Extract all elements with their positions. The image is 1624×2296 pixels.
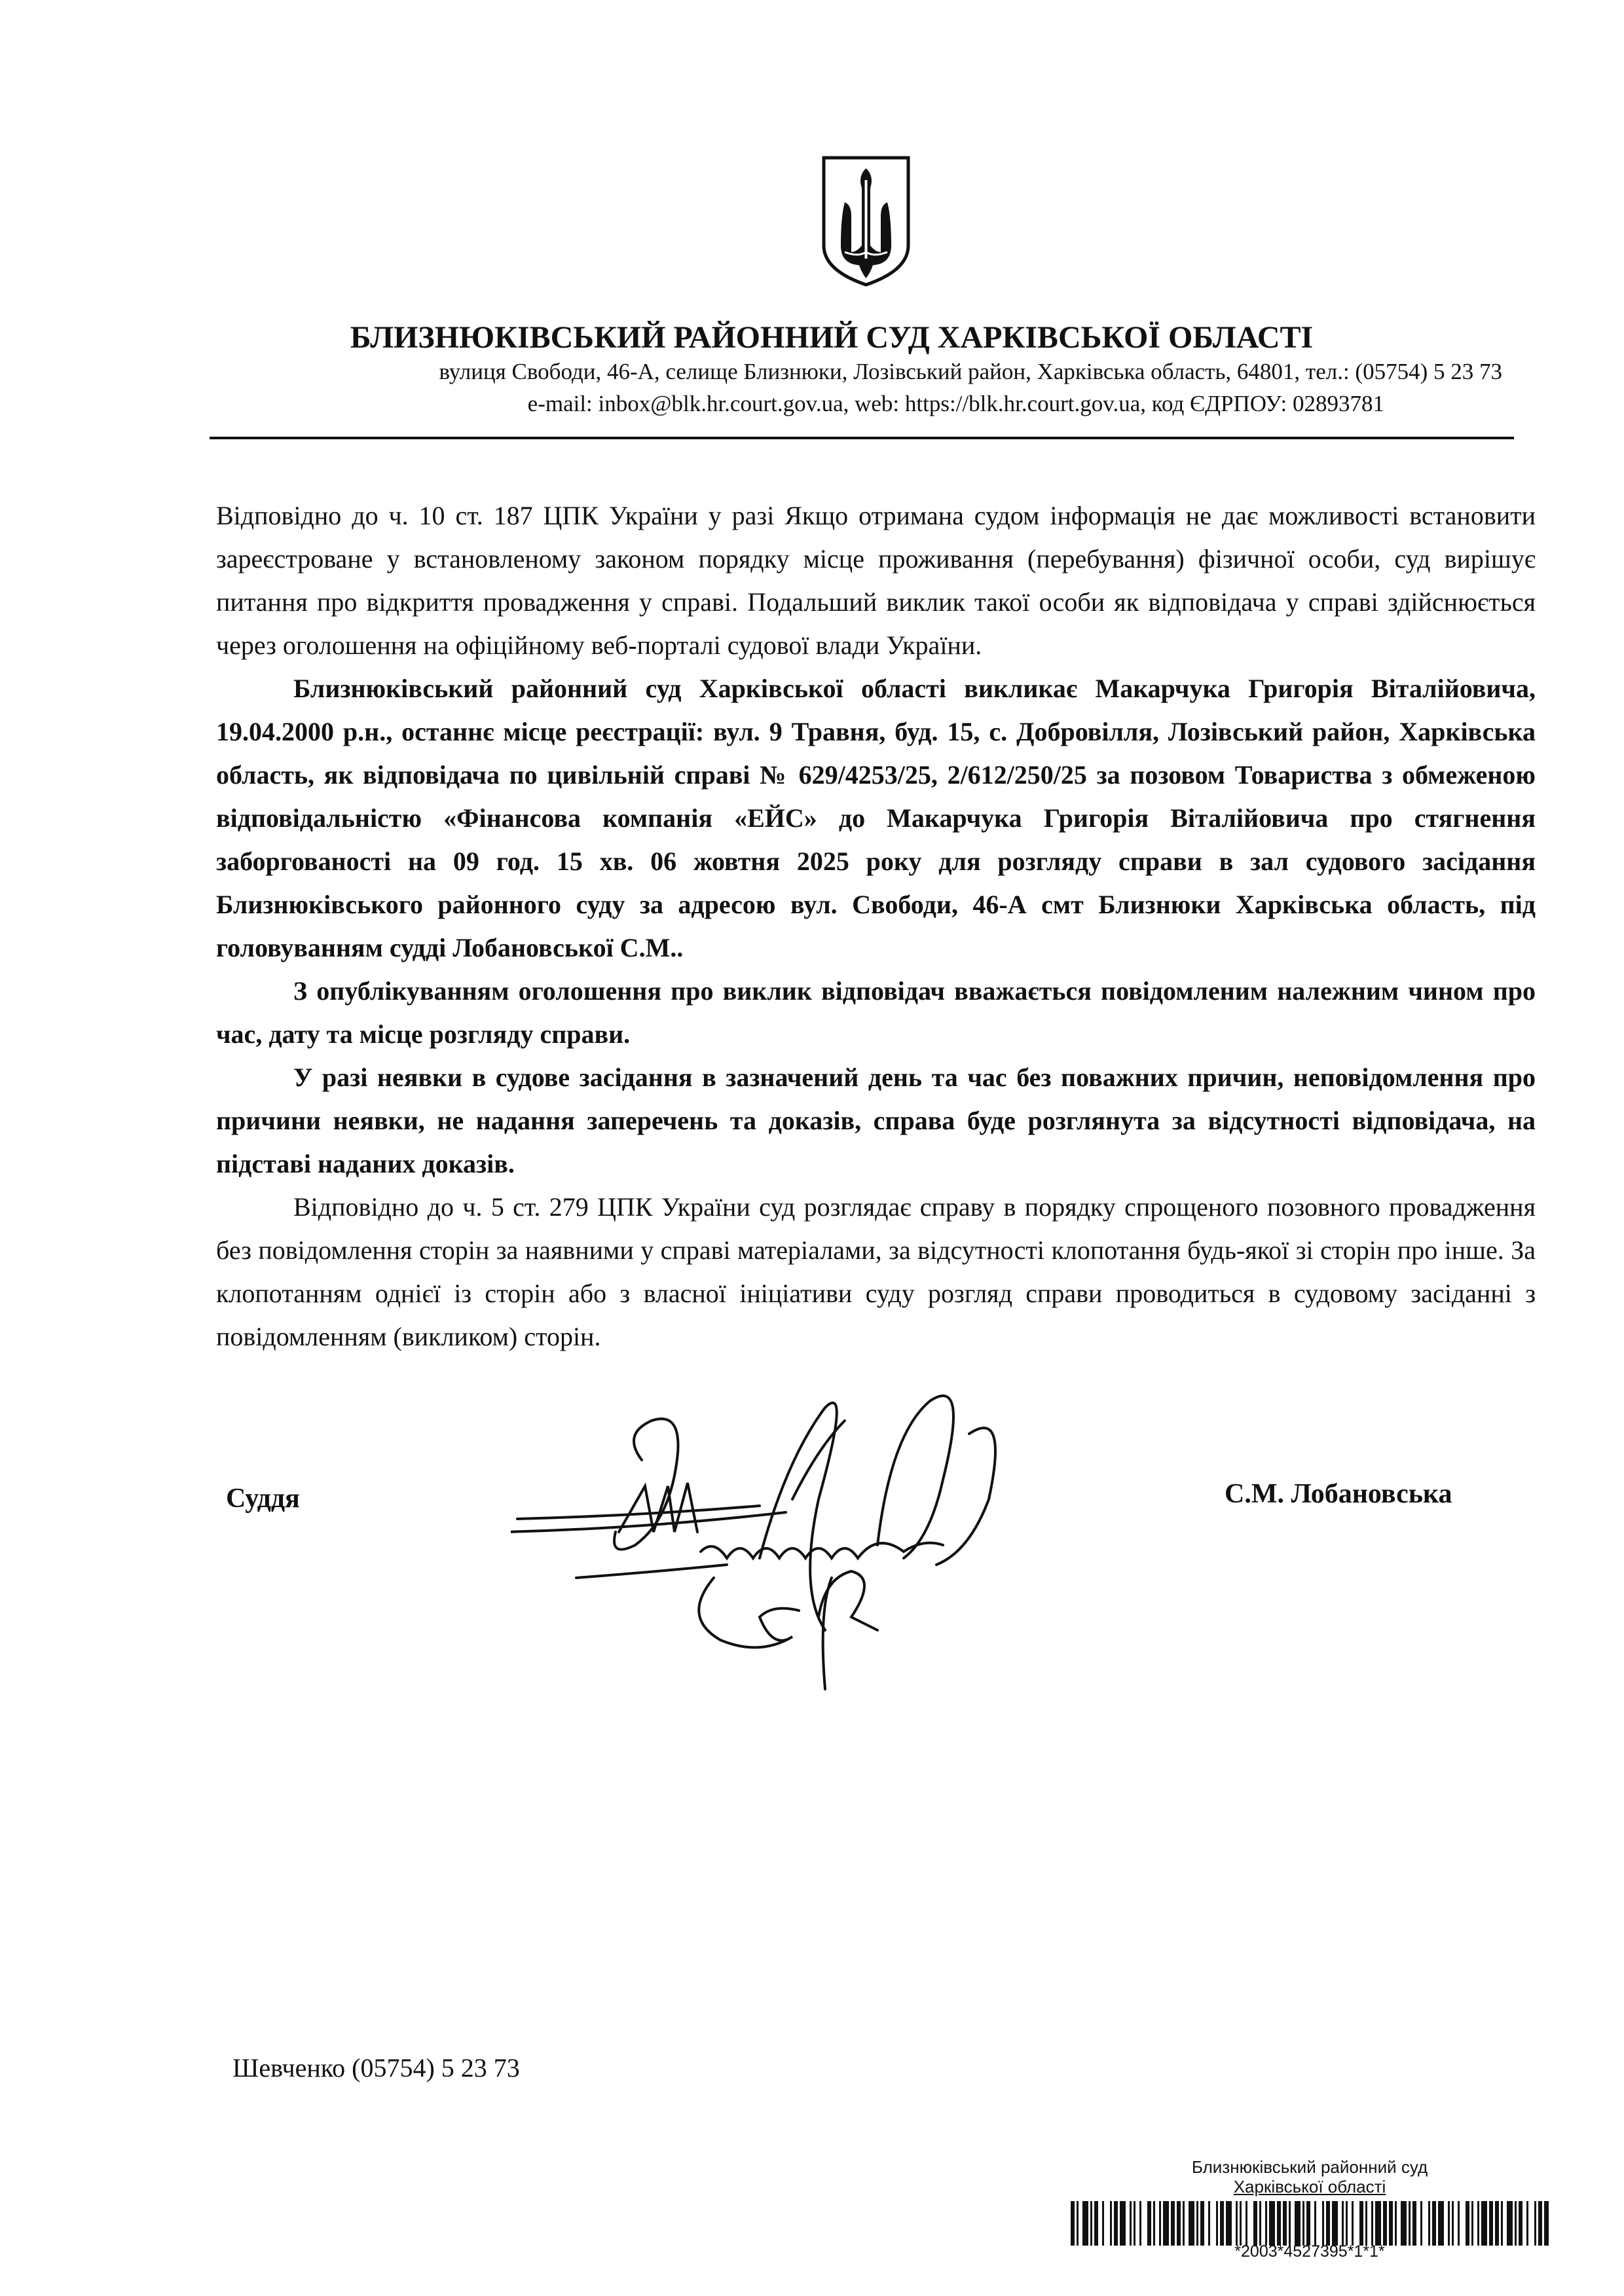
barcode-bar xyxy=(1401,2201,1407,2246)
barcode-bar xyxy=(1102,2201,1104,2246)
barcode-bar xyxy=(1177,2201,1181,2246)
barcode-bar xyxy=(1114,2201,1118,2246)
barcode-bar xyxy=(1412,2201,1416,2246)
barcode-bar xyxy=(1153,2201,1155,2246)
barcode-bar xyxy=(1448,2201,1450,2246)
barcode-bar xyxy=(1371,2201,1373,2246)
barcode-bar xyxy=(1326,2201,1330,2246)
barcode-bar xyxy=(1409,2201,1411,2246)
barcode-bar xyxy=(1289,2201,1291,2246)
barcode-bar xyxy=(1383,2201,1387,2246)
barcode-bar xyxy=(1481,2201,1487,2246)
barcode-bar xyxy=(1216,2201,1218,2246)
executor-contact: Шевченко (05754) 5 23 73 xyxy=(232,2053,520,2083)
barcode-bar xyxy=(1082,2201,1088,2246)
barcode-bar xyxy=(1246,2201,1247,2246)
barcode-bar xyxy=(1139,2201,1141,2246)
barcode-bar xyxy=(1200,2201,1204,2246)
barcode-bar xyxy=(1420,2201,1422,2246)
barcode-bar xyxy=(1332,2201,1338,2246)
barcode-bar xyxy=(1077,2201,1079,2246)
document-barcode xyxy=(1071,2201,1549,2246)
barcode-bar xyxy=(1342,2201,1344,2246)
barcode-bar xyxy=(1359,2201,1363,2246)
barcode-bar xyxy=(1240,2201,1242,2246)
court-address: вулиця Свободи, 46-А, селище Близнюки, Лозівський район, Харківська область, 64801, тел.: (05754) 5 23 73 xyxy=(439,359,1502,384)
barcode-bar xyxy=(1302,2201,1304,2246)
barcode-bar xyxy=(1538,2201,1542,2246)
barcode-bar xyxy=(1147,2201,1151,2246)
barcode-bar xyxy=(1438,2201,1444,2246)
barcode-bar xyxy=(1236,2201,1238,2246)
court-name-heading: БЛИЗНЮКІВСЬКИЙ РАЙОННИЙ СУД ХАРКІВСЬКОЇ ОБЛАСТІ xyxy=(350,320,1314,355)
barcode-bar xyxy=(1501,2201,1503,2246)
barcode-bar xyxy=(1196,2201,1198,2246)
barcode-bar xyxy=(1171,2201,1175,2246)
barcode-bar xyxy=(1458,2201,1460,2246)
court-contacts: e-mail: inbox@blk.hr.court.gov.ua, web: https://blk.hr.court.gov.ua, код ЄДРПОУ: 02893781 xyxy=(527,391,1384,416)
barcode-bar xyxy=(1534,2201,1536,2246)
judge-name: С.М. Лобановська xyxy=(1225,1479,1452,1509)
barcode-bar xyxy=(1526,2201,1528,2246)
barcode-bar xyxy=(1120,2201,1126,2246)
barcode-bar xyxy=(1110,2201,1112,2246)
barcode-bar xyxy=(1507,2201,1513,2246)
barcode-bar xyxy=(1208,2201,1210,2246)
barcode-bar xyxy=(1071,2201,1075,2246)
barcode-bar xyxy=(1365,2201,1367,2246)
barcode-bar xyxy=(1283,2201,1287,2246)
paragraph-simplified-procedure: Відповідно до ч. 5 ст. 279 ЦПК України суд розглядає справу в порядку спрощеного позовного провадження без повідомлення сторін за наявними у справі матеріалами, за відсутності клопотання будь-якої зі сторін про інше. За клопотанням однієї із сторін або з власної ініціативи суду розгляд справи проводиться в судовому засіданні з повідомленням (викликом) сторін. xyxy=(216,1192,1536,1351)
ukraine-trident-emblem-icon xyxy=(819,154,913,288)
barcode-bar xyxy=(1306,2201,1310,2246)
notice-body xyxy=(216,494,1536,1358)
barcode-bar xyxy=(1346,2201,1348,2246)
stamp-court-line: Близнюківський районний суд xyxy=(1191,2157,1428,2177)
barcode-bar xyxy=(1163,2201,1169,2246)
paragraph-legal-basis: Відповідно до ч. 10 ст. 187 ЦПК України у разі Якщо отримана судом інформація не дає можливості встановити зареєстроване у встановленому законом порядку місце проживання (перебування) фізичної особи, суд вирішує питання про відкриття провадження у справі. Подальший виклик такої особи як відповідача у справі здійснюється через оголошення на офіційному веб-порталі судової влади України. xyxy=(216,501,1536,660)
barcode-bar xyxy=(1159,2201,1161,2246)
barcode-bar xyxy=(1471,2201,1473,2246)
barcode-bar xyxy=(1452,2201,1454,2246)
barcode-bar xyxy=(1395,2201,1397,2246)
barcode-bar xyxy=(1519,2201,1522,2246)
barcode-bar xyxy=(1253,2201,1257,2246)
barcode-bar xyxy=(1544,2201,1549,2246)
barcode-bar xyxy=(1226,2201,1232,2246)
barcode-bar xyxy=(1295,2201,1301,2246)
judge-title: Суддя xyxy=(226,1484,300,1514)
barcode-bar xyxy=(1094,2201,1098,2246)
registration-stamp xyxy=(1048,2157,1572,2196)
stamp-region-line: Харківської області xyxy=(1233,2177,1386,2196)
barcode-bar xyxy=(1259,2201,1261,2246)
barcode-bar xyxy=(1428,2201,1430,2246)
barcode-bar xyxy=(1134,2201,1135,2246)
barcode-bar xyxy=(1375,2201,1381,2246)
barcode-bar xyxy=(1183,2201,1185,2246)
barcode-number: *2003*4527395*1*1* xyxy=(1234,2242,1385,2261)
header-divider xyxy=(210,437,1514,439)
barcode-bar xyxy=(1130,2201,1132,2246)
barcode-bar xyxy=(1314,2201,1316,2246)
barcode-bar xyxy=(1352,2201,1354,2246)
barcode-bar xyxy=(1477,2201,1479,2246)
barcode-bar xyxy=(1389,2201,1393,2246)
barcode-bar xyxy=(1277,2201,1281,2246)
paragraph-summons: Близнюківський районний суд Харківської області викликає Макарчука Григорія Віталійовича, 19.04.2000 р.н., останнє місце реєстрації: вул. 9 Травня, буд. 15, с. Добровілля, Лозівський район, Харківська область, як відповідача по цивільній справі № 629/4253/25, 2/612/250/25 за позовом Товариства з обмеженою відповідальністю «Фінансова компанія «ЕЙС» до Макарчука Григорія Віталійовича про стягнення заборгованості на 09 год. 15 хв. 06 жовтня 2025 року для розгляду справи в зал судового засідання Близнюківського районного суду за адресою вул. Свободи, 46-А смт Близнюки Харківська область, під головуванням судді Лобановської С.М.. xyxy=(216,674,1536,962)
barcode-bar xyxy=(1489,2201,1493,2246)
barcode-bar xyxy=(1269,2201,1275,2246)
paragraph-notification: З опублікуванням оголошення про виклик відповідач вважається повідомленим належним чином про час, дату та місце розгляду справи. xyxy=(216,976,1536,1049)
barcode-bar xyxy=(1495,2201,1499,2246)
barcode-bar xyxy=(1432,2201,1436,2246)
barcode-bar xyxy=(1090,2201,1092,2246)
barcode-bar xyxy=(1466,2201,1469,2246)
handwritten-signature xyxy=(511,1381,1139,1709)
barcode-bar xyxy=(1189,2201,1194,2246)
barcode-bar xyxy=(1265,2201,1267,2246)
paragraph-absence-consequences: У разі неявки в судове засідання в зазначений день та час без поважних причин, неповідомлення про причини неявки, не надання заперечень та доказів, справа буде розглянута за відсутності відповідача, на підставі наданих доказів. xyxy=(216,1063,1536,1178)
barcode-bar xyxy=(1322,2201,1324,2246)
barcode-bar xyxy=(1515,2201,1517,2246)
barcode-bar xyxy=(1220,2201,1224,2246)
